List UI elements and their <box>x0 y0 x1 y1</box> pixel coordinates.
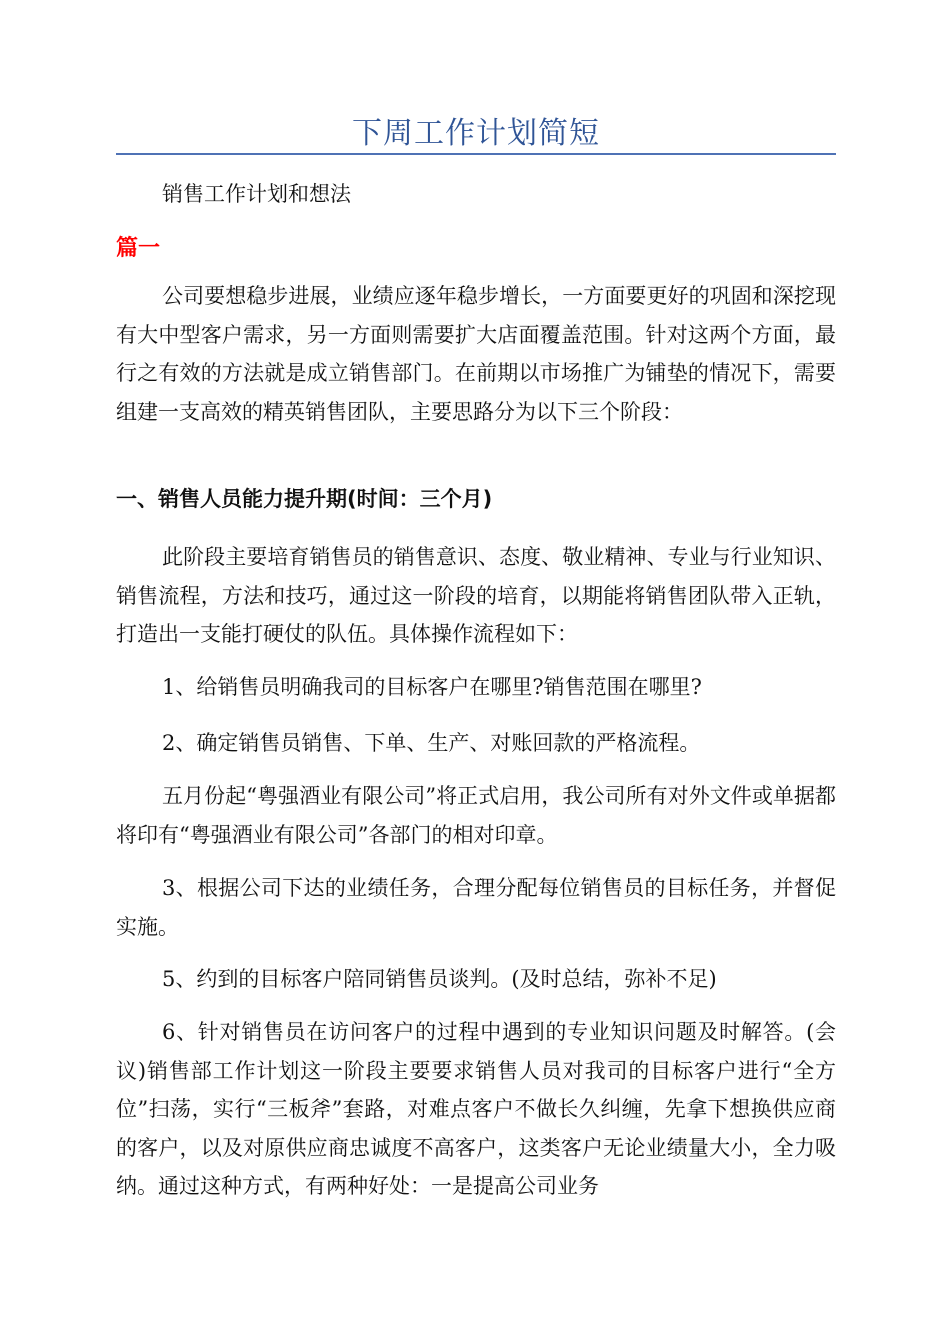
list-item-5: 5、约到的目标客户陪同销售员谈判。(及时总结，弥补不足) <box>162 967 717 991</box>
section-label: 篇一 <box>116 236 161 261</box>
phase-description-paragraph: 此阶段主要培育销售员的销售意识、态度、敬业精神、专业与行业知识、销售流程，方法和技巧，通过这一阶段的培育，以期能将销售团队带入正轨，打造出一支能打硬仗的队伍。具体操作流程如下： <box>116 545 836 646</box>
list-item-1: 1、给销售员明确我司的目标客户在哪里?销售范围在哪里? <box>162 675 702 699</box>
document-title: 下周工作计划简短 <box>352 116 600 151</box>
document-subtitle: 销售工作计划和想法 <box>162 182 351 206</box>
notice-paragraph: 五月份起“粤强酒业有限公司”将正式启用，我公司所有对外文件或单据都将印有“粤强酒业有限公司”各部门的相对印章。 <box>116 784 836 847</box>
title-underline <box>116 153 836 155</box>
list-item-2: 2、确定销售员销售、下单、生产、对账回款的严格流程。 <box>162 731 701 755</box>
section-heading: 一、销售人员能力提升期(时间：三个月) <box>116 487 493 511</box>
list-item-6: 6、针对销售员在访问客户的过程中遇到的专业知识问题及时解答。(会议)销售部工作计划这一阶段主要要求销售人员对我司的目标客户进行“全方位”扫荡，实行“三板斧”套路，对难点客户不做长久纠缠，先拿下想换供应商的客户，以及对原供应商忠诚度不高客户，这类客户无论业绩量大小，全力吸纳。通过这种方式，有两种好处：一是提高公司业务 <box>116 1020 836 1198</box>
list-item-3: 3、根据公司下达的业绩任务，合理分配每位销售员的目标任务，并督促实施。 <box>116 876 836 939</box>
intro-paragraph: 公司要想稳步进展，业绩应逐年稳步增长，一方面要更好的巩固和深挖现有大中型客户需求，另一方面则需要扩大店面覆盖范围。针对这两个方面，最行之有效的方法就是成立销售部门。在前期以市场推广为铺垫的情况下，需要组建一支高效的精英销售团队，主要思路分为以下三个阶段： <box>116 284 836 424</box>
